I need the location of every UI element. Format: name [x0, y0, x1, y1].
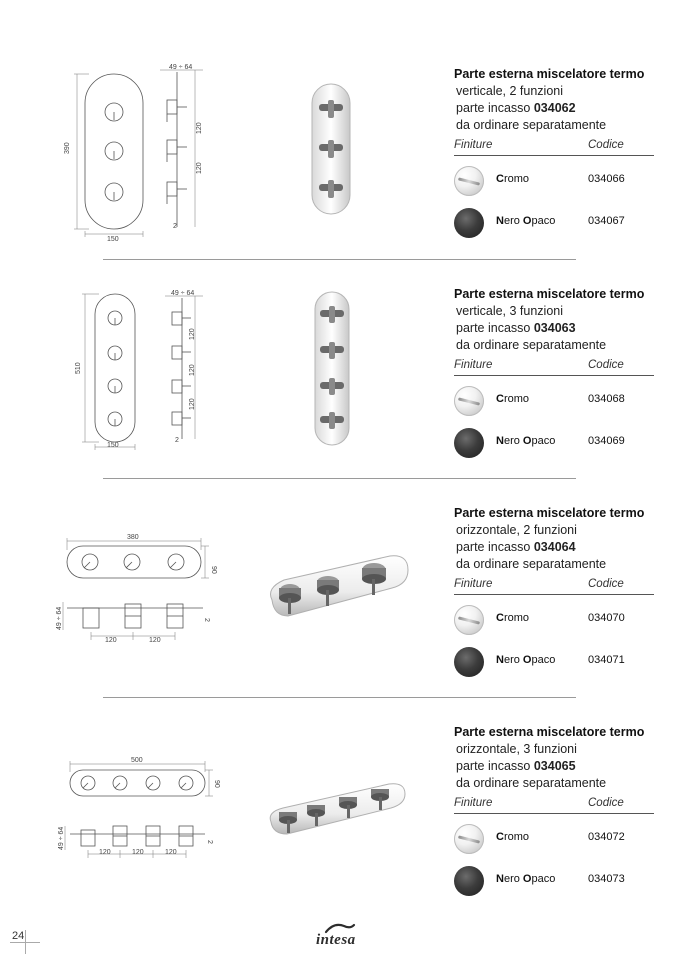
finish-code: 034066: [588, 173, 625, 185]
crop-mark: [10, 942, 40, 943]
dim-depth: 49 ÷ 64: [58, 826, 65, 850]
finishes-header: Finiture: [454, 139, 493, 151]
dim-spacing: 120: [105, 637, 117, 644]
finishes-table-header: [454, 796, 654, 814]
code-header: Codice: [588, 359, 624, 371]
section-divider: [103, 478, 576, 479]
product-info-2: [454, 286, 654, 464]
product-description: orizzontale, 2 funzioni: [456, 523, 577, 537]
product-title: Parte esterna miscelatore termo: [454, 287, 645, 301]
dim-spacing: 120: [196, 162, 203, 174]
product-description: verticale, 3 funzioni: [456, 304, 564, 318]
product-info-3: [454, 505, 654, 683]
chrome-swatch: [454, 166, 484, 196]
finish-code: 034069: [588, 435, 625, 447]
product-photo-3: [262, 552, 412, 629]
finishes-header: Finiture: [454, 578, 493, 590]
finish-row-chrome: [454, 818, 654, 860]
finish-name: Cromo: [496, 393, 530, 405]
finishes-table-header: [454, 358, 654, 376]
black-swatch: [454, 866, 484, 896]
dim-two: 2: [203, 618, 210, 622]
dim-spacing: 120: [132, 849, 144, 856]
chrome-swatch: [454, 605, 484, 635]
product-title: Parte esterna miscelatore termo: [454, 506, 645, 520]
finish-code: 034068: [588, 393, 625, 405]
finish-code: 034071: [588, 654, 625, 666]
brand-name: intesa: [316, 932, 356, 948]
product-title: Parte esterna miscelatore termo: [454, 725, 645, 739]
finish-row-chrome: [454, 599, 654, 641]
section-divider: [103, 697, 576, 698]
dim-height: 90: [213, 780, 220, 788]
dim-depth: 49 ÷ 64: [56, 606, 63, 630]
product-incasso: parte incasso 034065: [456, 759, 576, 773]
finishes-header: Finiture: [454, 359, 493, 371]
product-note: da ordinare separatamente: [456, 776, 607, 790]
finish-name: Nero Opaco: [496, 873, 556, 885]
dim-spacing: 120: [196, 122, 203, 134]
finish-row-black: [454, 641, 654, 683]
black-swatch: [454, 647, 484, 677]
dim-two: 2: [175, 437, 179, 444]
product-photo-1: [306, 82, 356, 222]
finish-row-black: [454, 860, 654, 902]
product-title: Parte esterna miscelatore termo: [454, 67, 645, 81]
technical-drawing-1: [55, 62, 205, 247]
dim-height: 90: [210, 566, 217, 574]
dim-two: 2: [173, 223, 177, 230]
dim-spacing: 120: [189, 328, 196, 340]
product-photo-4: [265, 778, 410, 843]
dim-height: 390: [64, 142, 71, 154]
product-description: verticale, 2 funzioni: [456, 84, 564, 98]
finishes-table-header: [454, 138, 654, 156]
dim-depth: 49 ÷ 64: [171, 290, 195, 297]
finish-code: 034070: [588, 612, 625, 624]
product-photo-2: [310, 290, 356, 453]
dim-spacing: 120: [99, 849, 111, 856]
dim-width: 380: [127, 534, 139, 541]
chrome-swatch: [454, 824, 484, 854]
black-swatch: [454, 428, 484, 458]
technical-drawing-4: [55, 752, 220, 872]
product-description: orizzontale, 3 funzioni: [456, 742, 577, 756]
dim-width: 500: [131, 757, 143, 764]
code-header: Codice: [588, 578, 624, 590]
dim-width: 150: [107, 442, 119, 449]
product-note: da ordinare separatamente: [456, 338, 607, 352]
product-info-4: [454, 724, 654, 902]
product-incasso: parte incasso 034062: [456, 101, 576, 115]
product-note: da ordinare separatamente: [456, 557, 607, 571]
finish-code: 034067: [588, 215, 625, 227]
finish-name: Cromo: [496, 831, 530, 843]
dim-two: 2: [206, 840, 213, 844]
finish-row-black: [454, 422, 654, 464]
section-divider: [103, 259, 576, 260]
brand-logo: [316, 920, 366, 954]
code-header: Codice: [588, 797, 624, 809]
dim-width: 150: [107, 236, 119, 243]
finish-name: Cromo: [496, 612, 530, 624]
finishes-header: Finiture: [454, 797, 493, 809]
finish-name: Cromo: [496, 173, 530, 185]
product-incasso: parte incasso 034064: [456, 540, 576, 554]
finish-name: Nero Opaco: [496, 435, 556, 447]
dim-spacing: 120: [165, 849, 177, 856]
finish-name: Nero Opaco: [496, 654, 556, 666]
finish-row-chrome: [454, 160, 654, 202]
finishes-table-header: [454, 577, 654, 595]
finish-code: 034073: [588, 873, 625, 885]
finish-name: Nero Opaco: [496, 215, 556, 227]
dim-spacing: 120: [189, 398, 196, 410]
finish-row-black: [454, 202, 654, 244]
page-number: 24: [12, 930, 25, 942]
product-incasso: parte incasso 034063: [456, 321, 576, 335]
code-header: Codice: [588, 139, 624, 151]
product-note: da ordinare separatamente: [456, 118, 607, 132]
finish-row-chrome: [454, 380, 654, 422]
dim-height: 510: [75, 362, 82, 374]
dim-spacing: 120: [189, 364, 196, 376]
dim-spacing: 120: [149, 637, 161, 644]
technical-drawing-3: [55, 530, 215, 655]
technical-drawing-2: [55, 284, 205, 459]
chrome-swatch: [454, 386, 484, 416]
dim-depth: 49 ÷ 64: [169, 64, 193, 71]
finish-code: 034072: [588, 831, 625, 843]
black-swatch: [454, 208, 484, 238]
product-info-1: [454, 66, 654, 244]
